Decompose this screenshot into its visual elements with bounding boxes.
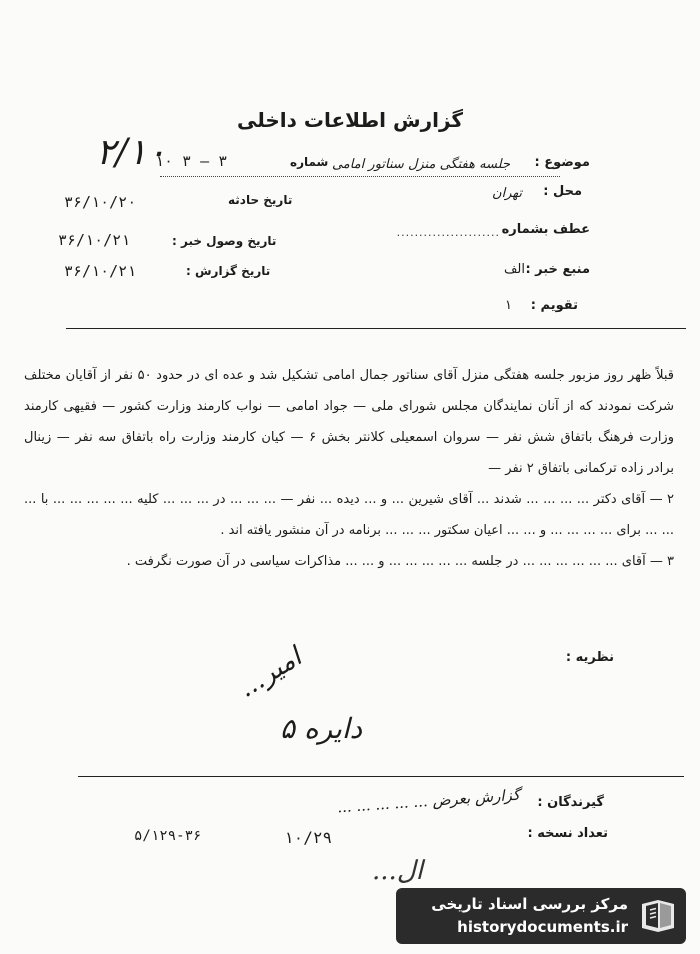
number-value: ۱۰ ۳ — ۳ [155,152,228,170]
location-value: تهران [492,186,522,201]
opinion-label: نظریه : [565,650,614,665]
signature-2: دایره ۵ [280,712,363,745]
copies-value: ۱۰/۲۹ [284,828,333,847]
paragraph-3: ۳ — آقای ... ... ... ... ... ... در جلسه ... ... ... ... ... و ... ... مذاکرات سیاسی در آن صورت نگرفت . [126,554,674,569]
signature-1: امیر... [233,642,307,704]
watermark-org-name: مرکز بررسی اسناد تاریخی [431,895,628,913]
document-number: ۵/۱۲۹-۳۶ [134,828,202,844]
reference-label: عطف بشماره [501,222,590,237]
report-date-label: تاریخ گزارش : [186,264,271,278]
report-body [24,360,674,577]
report-title: گزارش اطلاعات داخلی [236,108,464,132]
handwritten-number: ۲/۱۰ [96,132,167,173]
watermark-logo [396,888,686,944]
received-date-value: ۳۶/۱۰/۲۱ [58,231,131,249]
location-label: محل : [543,184,582,199]
number-label: شماره [290,155,329,169]
recipients-label: گیرندگان : [537,795,604,810]
document-archive-icon [638,896,678,936]
rating-value: ۱ [505,298,512,313]
subject-underline [160,176,560,177]
paragraph-2: ۲ — آقای دکتر ... ... ... ... شدند ... آقای شیرین ... و ... دیده ... نفر — ... ... ... در ... ... ... کلیه ... ... ... ... ... با ... ... ... برای ... ... ... ... و ... ... اعیان سکتور ... ... ... برنامه در آن منشور یافته اند . [24,492,674,538]
subject-label: موضوع : [534,155,590,170]
paragraph-1: قبلاً ظهر روز مزبور جلسه هفتگی منزل آقای سناتور جمال امامی تشکیل شد و عده ای در حدود ۵۰ نفر از آقایان مختلف شرکت نمودند که از آنان نمایندگان مجلس شورای ملی — جواد امامی — نواب کارمند وزارت کشور — فقیهی کارمند وزارت فرهنگ باتفاق شش نفر — سروان اسمعیلی کلانتر بخش ۶ — کیان کارمند وزارت راه باتفاق سه نفر — زینال برادر زاده ترکمانی باتفاق ۲ نفر — [24,368,674,476]
header-divider [66,328,686,329]
stamp-text: ال... [372,856,423,886]
report-date-value: ۳۶/۱۰/۲۱ [64,262,137,280]
incident-date-value: ۳۶/۱۰/۲۰ [64,193,137,211]
source-label: منبع خبر : [525,262,590,277]
rating-label: تقویم : [530,298,578,313]
watermark-url: historydocuments.ir [457,918,628,936]
recipients-value: گزارش بعرض ... ... ... ... ... [336,785,521,817]
subject-value: جلسه هفتگی منزل سناتور امامی [331,157,510,172]
incident-date-label: تاریخ حادثه [228,193,293,207]
received-date-label: تاریخ وصول خبر : [172,234,277,248]
copies-label: تعداد نسخه : [527,826,608,841]
source-value: الف [503,262,525,277]
reference-dots: ....................... [396,226,500,239]
footer-divider [78,776,684,777]
